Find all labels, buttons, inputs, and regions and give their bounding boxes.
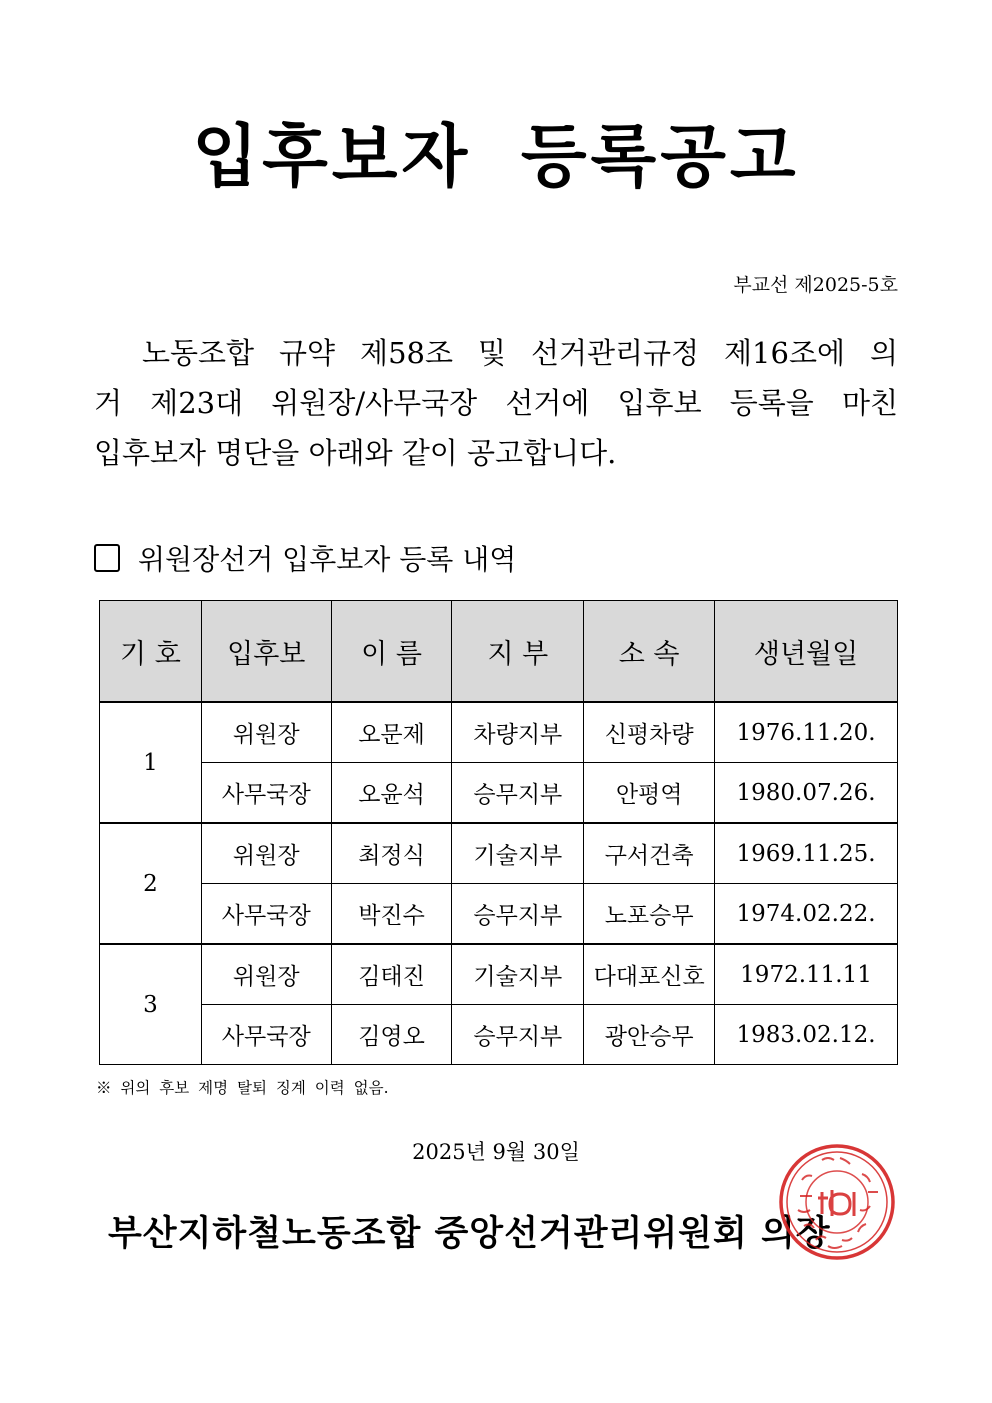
intro-line: 거 제23대 위원장/사무국장 선거에 입후보 등록을 마친	[94, 386, 898, 420]
table-row	[100, 1005, 898, 1065]
header-affiliation: 소 속	[584, 601, 715, 703]
cell-branch: 승무지부	[452, 884, 584, 945]
table-row	[100, 944, 898, 1005]
cell-name: 김영오	[331, 1005, 452, 1065]
table-row	[100, 763, 898, 824]
cell-birthdate: 1969.11.25.	[715, 823, 898, 884]
cell-birthdate: 1983.02.12.	[715, 1005, 898, 1065]
document-number: 부교선 제2025-5호	[733, 274, 898, 296]
page-title: 입후보자 등록공고	[192, 117, 800, 197]
section-heading-label: 위원장선거 입후보자 등록 내역	[138, 543, 517, 576]
cell-role: 사무국장	[201, 884, 331, 945]
cell-affiliation: 다대포신호	[584, 944, 715, 1005]
table-row	[100, 702, 898, 763]
header-number: 기 호	[100, 601, 202, 703]
cell-name: 오윤석	[331, 763, 452, 824]
checkbox-icon	[94, 544, 120, 572]
intro-line: 입후보자 명단을 아래와 같이 공고합니다.	[94, 436, 617, 470]
cell-role: 사무국장	[201, 763, 331, 824]
cell-branch: 기술지부	[452, 823, 584, 884]
candidate-table	[99, 600, 898, 1065]
header-birthdate: 생년월일	[715, 601, 898, 703]
cell-birthdate: 1972.11.11	[715, 944, 898, 1005]
cell-name: 오문제	[331, 702, 452, 763]
candidate-number: 1	[100, 702, 202, 823]
intro-paragraph	[94, 328, 898, 478]
cell-name: 최정식	[331, 823, 452, 884]
cell-affiliation: 광안승무	[584, 1005, 715, 1065]
cell-name: 박진수	[331, 884, 452, 945]
candidate-number: 2	[100, 823, 202, 944]
official-seal-icon	[778, 1140, 896, 1264]
cell-branch: 승무지부	[452, 1005, 584, 1065]
announcement-date: 2025년 9월 30일	[412, 1140, 580, 1164]
cell-affiliation: 노포승무	[584, 884, 715, 945]
cell-birthdate: 1976.11.20.	[715, 702, 898, 763]
table-note: ※ 위의 후보 제명 탈퇴 징계 이력 없음.	[96, 1079, 389, 1097]
cell-birthdate: 1974.02.22.	[715, 884, 898, 945]
signature-line: 부산지하철노동조합 중앙선거관리위원회 의장	[108, 1213, 831, 1254]
intro-line: 노동조합 규약 제58조 및 선거관리규정 제16조에 의	[142, 336, 898, 370]
cell-role: 사무국장	[201, 1005, 331, 1065]
table-row	[100, 823, 898, 884]
section-heading	[94, 538, 516, 578]
cell-affiliation: 신평차량	[584, 702, 715, 763]
cell-role: 위원장	[201, 944, 331, 1005]
cell-birthdate: 1980.07.26.	[715, 763, 898, 824]
header-name: 이 름	[331, 601, 452, 703]
header-candidate: 입후보	[201, 601, 331, 703]
cell-branch: 승무지부	[452, 763, 584, 824]
cell-affiliation: 구서건축	[584, 823, 715, 884]
cell-branch: 기술지부	[452, 944, 584, 1005]
table-row	[100, 884, 898, 945]
cell-role: 위원장	[201, 702, 331, 763]
header-branch: 지 부	[452, 601, 584, 703]
cell-name: 김태진	[331, 944, 452, 1005]
cell-role: 위원장	[201, 823, 331, 884]
table-header-row	[100, 601, 898, 703]
candidate-number: 3	[100, 944, 202, 1065]
cell-branch: 차량지부	[452, 702, 584, 763]
cell-affiliation: 안평역	[584, 763, 715, 824]
